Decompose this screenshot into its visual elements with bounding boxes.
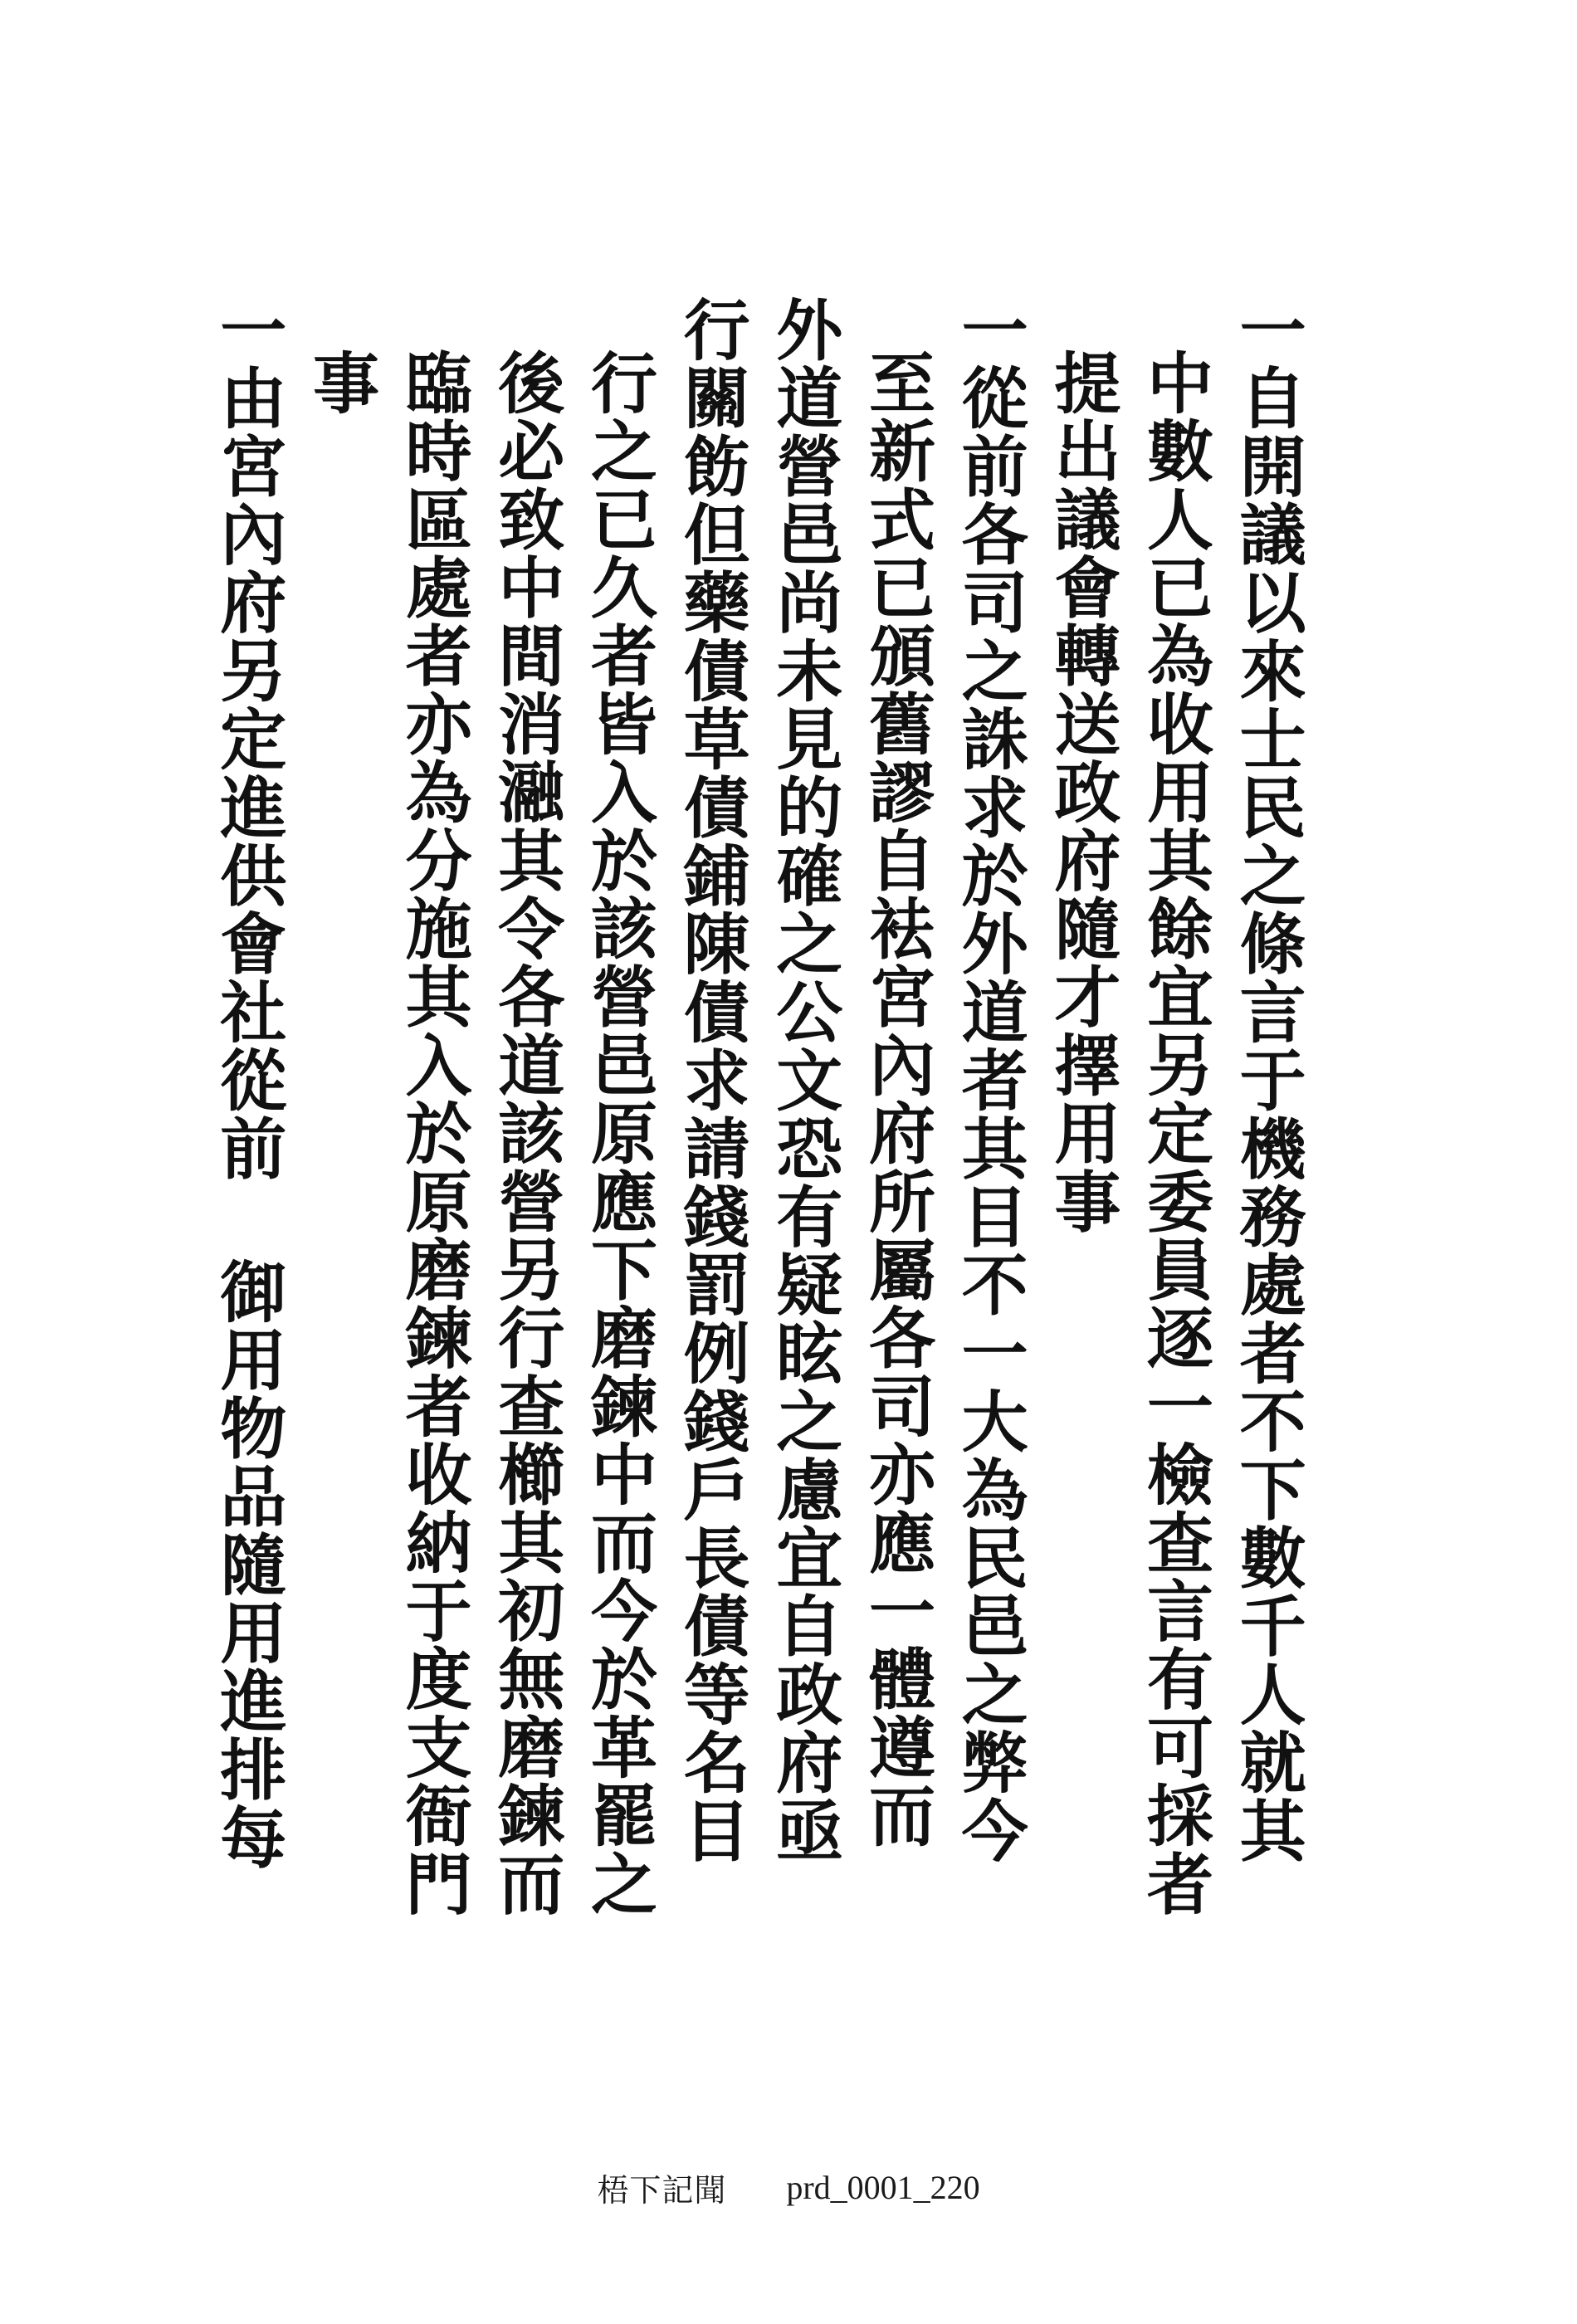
text-column-2 xyxy=(1131,299,1219,1918)
column-text: 一由宮內府另定進供會社從前 xyxy=(208,295,287,1183)
page-footer xyxy=(0,2162,1577,2212)
text-column-8 xyxy=(575,299,663,1918)
column-text: 至新式已頒舊謬自袪宮內府所屬各司亦應一體遵而 xyxy=(857,349,936,1850)
column-text: 臨時區處者亦為分施其入於原磨鍊者收納于度支衙門 xyxy=(394,349,473,1918)
manuscript-text-block xyxy=(199,295,1311,1918)
column-text: 一從前各司之誅求於外道者其目不一大為民邑之弊今 xyxy=(950,295,1029,1865)
column-text: 後必致中間消瀜其令各道該營另行查櫛其初無磨鍊而 xyxy=(486,349,565,1918)
text-column-4 xyxy=(945,295,1033,1868)
text-column-9 xyxy=(482,299,570,1918)
page-identifier: prd_0001_220 xyxy=(786,2168,980,2206)
text-column-3 xyxy=(1038,299,1126,1868)
text-column-1 xyxy=(1223,295,1311,1868)
column-text: 一自開議以來士民之條言于機務處者不下數千人就其 xyxy=(1228,295,1307,1865)
column-text: 外道營邑尚未見的確之公文恐有疑眩之慮宜自政府亟 xyxy=(764,295,843,1865)
column-text: 行之已久者皆入於該營邑原應下磨鍊中而今於革罷之 xyxy=(579,349,658,1918)
column-text: 提出議會轉送政府隨才擇用事 xyxy=(1042,349,1121,1236)
text-column-12 xyxy=(204,295,292,1872)
text-column-10 xyxy=(389,299,477,1918)
column-text: 行關飭但藥債草債鋪陳債求請錢罰例錢戶長債等名目 xyxy=(672,295,751,1865)
book-title: 梧下記聞 xyxy=(597,2171,727,2209)
text-column-6 xyxy=(760,295,848,1868)
text-column-7 xyxy=(667,295,755,1868)
text-column-5 xyxy=(853,299,941,1868)
text-column-11 xyxy=(297,299,385,1868)
column-text-continuation: 御用物品隨用進排每 xyxy=(208,1257,287,1872)
column-text: 中數人已為收用其餘宜另定委員逐一檢查言有可採者 xyxy=(1135,349,1214,1918)
column-text: 事 xyxy=(301,349,380,417)
